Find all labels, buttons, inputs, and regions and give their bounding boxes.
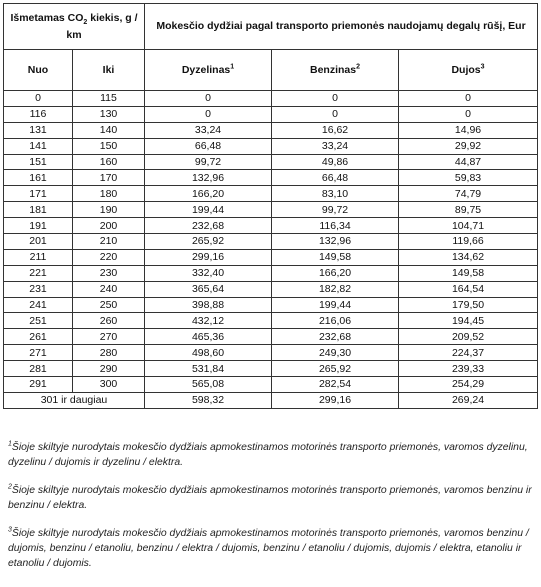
range-from-cell: 201 bbox=[4, 234, 73, 250]
diesel-tax-cell: 0 bbox=[145, 91, 272, 107]
table-row bbox=[4, 265, 538, 281]
emission-header: Išmetamas $CO_2$ kiekis, g / km bbox=[4, 4, 145, 50]
petrol-tax-cell: 232,68 bbox=[272, 329, 399, 345]
petrol-tax-cell: 16,62 bbox=[272, 122, 399, 138]
diesel-tax-cell: 66,48 bbox=[145, 138, 272, 154]
range-from-cell: 271 bbox=[4, 345, 73, 361]
petrol-tax-cell: 66,48 bbox=[272, 170, 399, 186]
col-gas-header: Dujos$^3$ bbox=[399, 50, 538, 91]
range-to-cell: 190 bbox=[73, 202, 145, 218]
range-to-cell: 280 bbox=[73, 345, 145, 361]
diesel-tax-cell: 565,08 bbox=[145, 377, 272, 393]
gas-tax-cell: 0 bbox=[399, 91, 538, 107]
range-to-cell: 130 bbox=[73, 106, 145, 122]
table-row bbox=[4, 329, 538, 345]
diesel-tax-cell: 432,12 bbox=[145, 313, 272, 329]
range-from-cell: 161 bbox=[4, 170, 73, 186]
gas-tax-cell: 149,58 bbox=[399, 265, 538, 281]
petrol-tax-cell: 249,30 bbox=[272, 345, 399, 361]
gas-tax-cell: 239,33 bbox=[399, 361, 538, 377]
range-from-cell: 241 bbox=[4, 297, 73, 313]
gas-tax-cell: 14,96 bbox=[399, 122, 538, 138]
diesel-tax-cell: 299,16 bbox=[145, 249, 272, 265]
footnote-1: $^1$Šioje skiltyje nurodytais mokesčio dydžiais apmokestinamos motorinės transporto priemonės, varomos dyzelinu, dyzelinu / dujomis ir dyzelinu / elektra. bbox=[8, 440, 528, 468]
petrol-tax-cell: 199,44 bbox=[272, 297, 399, 313]
diesel-tax-cell: 99,72 bbox=[145, 154, 272, 170]
table-row bbox=[4, 154, 538, 170]
range-from-cell: 116 bbox=[4, 106, 73, 122]
petrol-tax-cell: 132,96 bbox=[272, 234, 399, 250]
gas-tax-cell: 179,50 bbox=[399, 297, 538, 313]
range-to-cell: 140 bbox=[73, 122, 145, 138]
table-row bbox=[4, 202, 538, 218]
footnote-2: $^2$Šioje skiltyje nurodytais mokesčio dydžiais apmokestinamos motorinės transporto priemonės, varomos benzinu ir benzinu / elektra. bbox=[8, 483, 532, 511]
gas-tax-cell: 29,92 bbox=[399, 138, 538, 154]
gas-tax-cell: 254,29 bbox=[399, 377, 538, 393]
gas-tax-cell: 44,87 bbox=[399, 154, 538, 170]
petrol-tax-cell: 33,24 bbox=[272, 138, 399, 154]
diesel-tax-cell: 166,20 bbox=[145, 186, 272, 202]
petrol-tax-cell: 99,72 bbox=[272, 202, 399, 218]
table-row bbox=[4, 345, 538, 361]
gas-tax-cell: 119,66 bbox=[399, 234, 538, 250]
gas-tax-cell: 224,37 bbox=[399, 345, 538, 361]
gas-tax-cell: 104,71 bbox=[399, 218, 538, 234]
table-row bbox=[4, 138, 538, 154]
range-from-cell: 251 bbox=[4, 313, 73, 329]
range-from-cell: 131 bbox=[4, 122, 73, 138]
petrol-tax-cell: 299,16 bbox=[272, 392, 399, 408]
diesel-tax-cell: 465,36 bbox=[145, 329, 272, 345]
col-diesel-header: Dyzelinas$^1$ bbox=[145, 50, 272, 91]
table-row bbox=[4, 218, 538, 234]
col-from-header: Nuo bbox=[4, 50, 73, 91]
range-from-cell: 0 bbox=[4, 91, 73, 107]
diesel-tax-cell: 365,64 bbox=[145, 281, 272, 297]
footnotes bbox=[8, 440, 532, 571]
table-row bbox=[4, 170, 538, 186]
range-to-cell: 220 bbox=[73, 249, 145, 265]
range-merged-cell: 301 ir daugiau bbox=[4, 392, 145, 408]
tax-table bbox=[3, 3, 538, 409]
range-from-cell: 261 bbox=[4, 329, 73, 345]
table-row bbox=[4, 297, 538, 313]
table-row bbox=[4, 234, 538, 250]
table-row bbox=[4, 313, 538, 329]
range-to-cell: 210 bbox=[73, 234, 145, 250]
table-row bbox=[4, 361, 538, 377]
diesel-tax-cell: 265,92 bbox=[145, 234, 272, 250]
diesel-tax-cell: 0 bbox=[145, 106, 272, 122]
petrol-tax-cell: 49,86 bbox=[272, 154, 399, 170]
petrol-tax-cell: 116,34 bbox=[272, 218, 399, 234]
table-body bbox=[4, 91, 538, 409]
range-from-cell: 191 bbox=[4, 218, 73, 234]
range-from-cell: 151 bbox=[4, 154, 73, 170]
range-to-cell: 150 bbox=[73, 138, 145, 154]
range-to-cell: 160 bbox=[73, 154, 145, 170]
range-to-cell: 260 bbox=[73, 313, 145, 329]
petrol-tax-cell: 0 bbox=[272, 106, 399, 122]
gas-tax-cell: 74,79 bbox=[399, 186, 538, 202]
gas-tax-cell: 194,45 bbox=[399, 313, 538, 329]
diesel-tax-cell: 199,44 bbox=[145, 202, 272, 218]
table-row bbox=[4, 392, 538, 408]
diesel-tax-cell: 598,32 bbox=[145, 392, 272, 408]
range-to-cell: 300 bbox=[73, 377, 145, 393]
range-to-cell: 200 bbox=[73, 218, 145, 234]
tax-amount-header: Mokesčio dydžiai pagal transporto priemonės naudojamų degalų rūšį, Eur bbox=[145, 4, 538, 50]
gas-tax-cell: 164,54 bbox=[399, 281, 538, 297]
gas-tax-cell: 0 bbox=[399, 106, 538, 122]
range-from-cell: 211 bbox=[4, 249, 73, 265]
petrol-tax-cell: 83,10 bbox=[272, 186, 399, 202]
diesel-tax-cell: 332,40 bbox=[145, 265, 272, 281]
diesel-tax-cell: 498,60 bbox=[145, 345, 272, 361]
table-row bbox=[4, 281, 538, 297]
petrol-tax-cell: 182,82 bbox=[272, 281, 399, 297]
gas-tax-cell: 269,24 bbox=[399, 392, 538, 408]
table-row bbox=[4, 122, 538, 138]
gas-tax-cell: 134,62 bbox=[399, 249, 538, 265]
petrol-tax-cell: 265,92 bbox=[272, 361, 399, 377]
petrol-tax-cell: 166,20 bbox=[272, 265, 399, 281]
range-from-cell: 221 bbox=[4, 265, 73, 281]
range-from-cell: 171 bbox=[4, 186, 73, 202]
col-petrol-header: Benzinas$^2$ bbox=[272, 50, 399, 91]
diesel-tax-cell: 398,88 bbox=[145, 297, 272, 313]
range-to-cell: 250 bbox=[73, 297, 145, 313]
diesel-tax-cell: 132,96 bbox=[145, 170, 272, 186]
footnote-3: $^3$Šioje skiltyje nurodytais mokesčio dydžiais apmokestinamos motorinės transporto priemonės, varomos benzinu / dujomis, benzinu / etanoliu, benzinu / elektra / dujomis, benzinu / etanoliu / dujomis, dujomis / elektra, etanoliu ir etanoliu / dujomis. bbox=[8, 526, 529, 569]
table-row bbox=[4, 106, 538, 122]
table-row bbox=[4, 91, 538, 107]
tax-table-container bbox=[3, 3, 537, 409]
range-from-cell: 281 bbox=[4, 361, 73, 377]
gas-tax-cell: 89,75 bbox=[399, 202, 538, 218]
table-row bbox=[4, 249, 538, 265]
petrol-tax-cell: 0 bbox=[272, 91, 399, 107]
col-to-header: Iki bbox=[73, 50, 145, 91]
range-to-cell: 170 bbox=[73, 170, 145, 186]
table-row bbox=[4, 377, 538, 393]
range-from-cell: 181 bbox=[4, 202, 73, 218]
diesel-tax-cell: 232,68 bbox=[145, 218, 272, 234]
range-from-cell: 231 bbox=[4, 281, 73, 297]
range-to-cell: 115 bbox=[73, 91, 145, 107]
range-to-cell: 290 bbox=[73, 361, 145, 377]
range-to-cell: 270 bbox=[73, 329, 145, 345]
diesel-tax-cell: 531,84 bbox=[145, 361, 272, 377]
petrol-tax-cell: 149,58 bbox=[272, 249, 399, 265]
gas-tax-cell: 209,52 bbox=[399, 329, 538, 345]
range-to-cell: 230 bbox=[73, 265, 145, 281]
range-to-cell: 180 bbox=[73, 186, 145, 202]
gas-tax-cell: 59,83 bbox=[399, 170, 538, 186]
petrol-tax-cell: 282,54 bbox=[272, 377, 399, 393]
range-from-cell: 291 bbox=[4, 377, 73, 393]
diesel-tax-cell: 33,24 bbox=[145, 122, 272, 138]
range-to-cell: 240 bbox=[73, 281, 145, 297]
petrol-tax-cell: 216,06 bbox=[272, 313, 399, 329]
range-from-cell: 141 bbox=[4, 138, 73, 154]
table-row bbox=[4, 186, 538, 202]
